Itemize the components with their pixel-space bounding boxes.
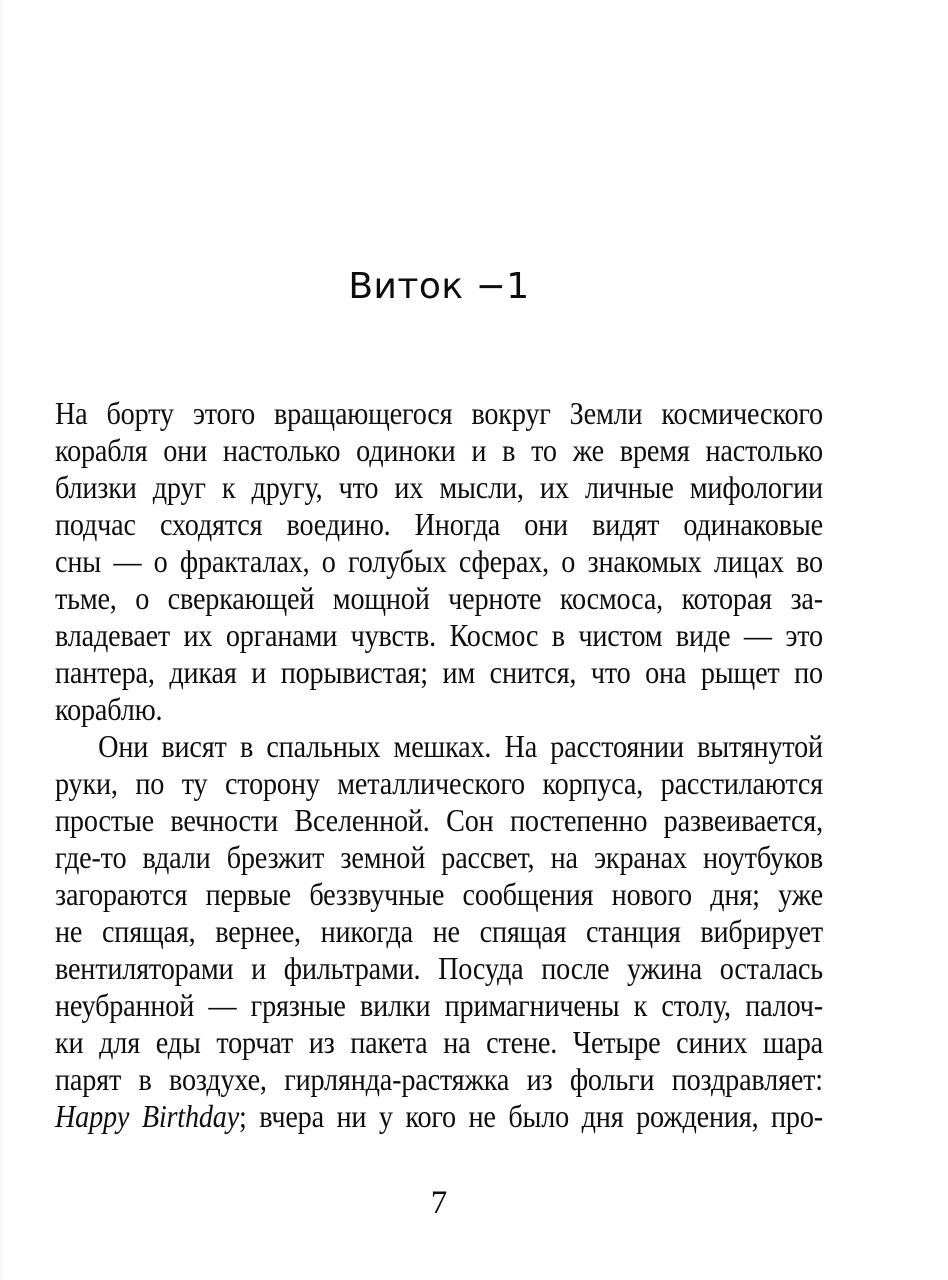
text-line: простые вечности Вселенной. Сон постепенно развеивается, [55, 802, 823, 838]
text-line: пантера, дикая и порывистая; им снится, что она рыщет по [55, 654, 823, 690]
text-line: неубранной — грязные вилки примагничены к столу, палоч- [55, 987, 823, 1023]
text-line: подчас сходятся воедино. Иногда они видят одинаковые [55, 506, 823, 542]
text-line: близки друг к другу, что их мысли, их личные мифологии [55, 469, 823, 505]
text-line: вентиляторами и фильтрами. Посуда после ужина осталась [55, 950, 823, 986]
text-line: корабля они настолько одиноки и в то же время настолько [55, 432, 823, 468]
page-number: 7 [430, 1185, 448, 1221]
paragraph [55, 395, 823, 728]
text-line: Они висят в спальных мешках. На расстоянии вытянутой [98, 728, 823, 764]
chapter-title: Виток −1 [348, 266, 530, 308]
body-text [55, 395, 823, 1135]
text-line: тьме, о сверкающей мощной черноте космоса, которая за- [55, 580, 823, 616]
text-line: сны — о фракталах, о голубых сферах, о знакомых лицах во [55, 543, 823, 579]
text-line: ки для еды торчат из пакета на стене. Четыре синих шара [55, 1024, 823, 1060]
paragraph [55, 728, 823, 1135]
text-line: На борту этого вращающегося вокруг Земли космического [55, 395, 823, 431]
text-line: руки, по ту сторону металлического корпуса, расстилаются [55, 765, 823, 801]
text-line: не спящая, вернее, никогда не спящая станция вибрирует [55, 913, 823, 949]
text-line: загораются первые беззвучные сообщения нового дня; уже [55, 876, 823, 912]
page-edge-shading [0, 0, 5, 1280]
text-line: кораблю. [55, 691, 163, 727]
text-line: парят в воздухе, гирлянда-растяжка из фольги поздравляет: [55, 1061, 823, 1097]
italic-phrase: Happy Birthday [55, 1098, 240, 1134]
text-line: владевает их органами чувств. Космос в чистом виде — это [55, 617, 823, 653]
text-line-rest: ; вчера ни у кого не было дня рождения, про- [239, 1098, 823, 1134]
text-line [55, 1098, 823, 1135]
text-line: где-то вдали брезжит земной рассвет, на экранах ноутбуков [55, 839, 823, 875]
